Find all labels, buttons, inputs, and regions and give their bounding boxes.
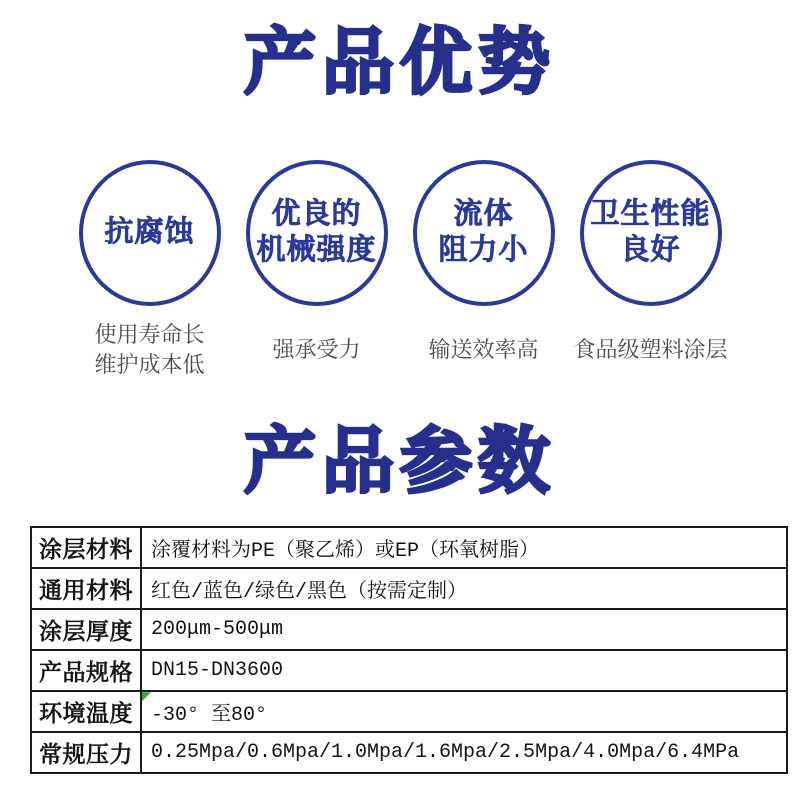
table-row-coating-thickness [31, 609, 787, 650]
param-value-cell [141, 650, 787, 691]
advantages-section-title: 产品优势 [243, 23, 556, 103]
param-value: DN15-DN3600 [151, 659, 284, 683]
advantage-circle-mechanical-strength [246, 160, 388, 306]
advantage-item-fluid-resistance [404, 160, 564, 381]
caption-line: 食品级塑料涂层 [573, 336, 728, 362]
param-label: 环境温度 [31, 691, 141, 732]
circle-text-line: 机械强度 [256, 233, 377, 266]
advantage-item-hygiene [571, 160, 731, 381]
param-label: 常规压力 [31, 732, 141, 773]
advantage-caption-fluid-resistance [428, 319, 538, 381]
param-value: 0.25Mpa/0.6Mpa/1.0Mpa/1.6Mpa/2.5Mpa/4.0Mpa/6.4MPa [151, 741, 740, 765]
param-value-cell [141, 527, 787, 568]
param-value: 红色/蓝色/绿色/黑色（按需定制） [151, 580, 468, 604]
param-value: 200μm-500μm [151, 618, 284, 642]
caption-line: 强承受力 [272, 336, 361, 362]
parameters-table [30, 526, 788, 774]
param-value-cell [141, 732, 787, 773]
table-row-product-spec [31, 650, 787, 691]
param-label: 涂层材料 [31, 527, 141, 568]
param-label: 涂层厚度 [31, 609, 141, 650]
circle-text-line: 抗腐蚀 [104, 215, 195, 248]
table-row-standard-pressure [31, 732, 787, 773]
advantage-circle-fluid-resistance [413, 160, 555, 306]
circle-text-line: 卫生性能 [590, 198, 711, 231]
param-value-cell [141, 691, 787, 732]
advantage-item-anti-corrosion [70, 160, 230, 381]
advantage-caption-mechanical-strength [272, 319, 360, 381]
advantage-circle-hygiene [580, 160, 722, 306]
circle-text-line: 良好 [620, 233, 681, 266]
caption-line: 使用寿命长 [94, 321, 205, 347]
param-value: -30° 至80° [151, 703, 268, 727]
param-label: 产品规格 [31, 650, 141, 691]
param-label: 通用材料 [31, 568, 141, 609]
advantage-caption-hygiene [573, 319, 727, 381]
param-value: 涂覆材料为PE（聚乙烯）或EP（环氧树脂） [151, 539, 540, 563]
circle-text-line: 流体 [453, 198, 514, 231]
cell-corner-marker-green [142, 692, 151, 701]
param-value-cell [141, 568, 787, 609]
advantage-circle-anti-corrosion [79, 160, 221, 306]
param-value-cell [141, 609, 787, 650]
circle-text-line: 阻力小 [438, 233, 529, 266]
table-row-coating-material [31, 527, 787, 568]
circle-text-line: 优良的 [271, 198, 362, 231]
parameters-section-title: 产品参数 [243, 421, 556, 502]
advantage-caption-anti-corrosion [94, 319, 204, 381]
table-row-ambient-temperature [31, 691, 787, 732]
advantages-circles-row [0, 160, 800, 381]
caption-line: 输送效率高 [428, 336, 539, 362]
caption-line: 维护成本低 [94, 351, 205, 377]
advantage-item-mechanical-strength [237, 160, 397, 381]
table-row-general-material [31, 568, 787, 609]
